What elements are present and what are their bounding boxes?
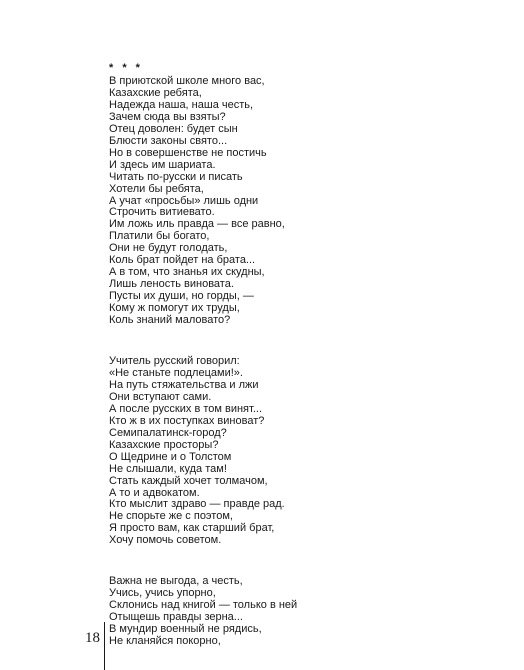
poem-line: Блюсти законы свято... [109, 134, 228, 147]
poem-line: А то и адвокатом. [109, 486, 200, 499]
stanza-spacer [109, 547, 439, 576]
poem-line: Не кланяйся покорно, [109, 635, 221, 648]
poem-line: Важна не выгода, а честь, [109, 575, 243, 588]
poem-line: Они не будут голодать, [109, 242, 228, 255]
poem-line: Учись, учись упорно, [109, 587, 216, 600]
page-number: 18 [85, 630, 100, 646]
poem-line: Учитель русский говорил: [109, 355, 240, 368]
poem-line: Хочу помочь советом. [109, 534, 222, 547]
poem-line: Не слышали, куда там! [109, 462, 227, 475]
poem-line: Но в совершенстве не постичь [109, 146, 267, 159]
poem-line: И здесь им шариата. [109, 158, 216, 171]
poem-line: В мундир военный не рядись, [109, 623, 262, 636]
poem-line: Платили бы богато, [109, 230, 210, 243]
poem-line: Склонись над книгой — только в ней [109, 599, 298, 612]
poem-line: Кто ж в их поступках виноват? [109, 414, 265, 427]
poem-line: А после русских в том винят... [109, 402, 263, 415]
poem-line: Кто мыслит здраво — правде рад. [109, 498, 285, 511]
poem-line: Им ложь иль правда — все равно, [109, 218, 285, 231]
poem-line: Отец доволен: будет сын [109, 122, 238, 135]
poem-line: Пусты их души, но горды, — [109, 290, 254, 303]
poem-line: Отыщешь правды зерна... [109, 611, 243, 624]
poem-line: Казахские ребята, [109, 86, 202, 99]
poem-line: Лишь леность виновата. [109, 278, 234, 291]
poem-line: Надежда наша, наша честь, [109, 98, 254, 111]
poem-line: А учат «просьбы» лишь одни [109, 194, 259, 207]
poem-line: «Не станьте подлецами!». [109, 366, 243, 379]
poem-line: Стать каждый хочет толмачом, [109, 474, 268, 487]
poem-line: А в том, что знанья их скудны, [109, 266, 265, 279]
poem-line: Не спорьте же с поэтом, [109, 510, 233, 523]
poem [109, 61, 439, 648]
stanza-1 [109, 76, 439, 327]
margin-rule [104, 622, 105, 670]
poem-line: Они вступают сами. [109, 390, 212, 403]
poem-line: Семипалатинск-город? [109, 426, 227, 439]
poem-line: В приютской школе много вас, [109, 75, 265, 87]
poem-line: Зачем сюда вы взяты? [109, 110, 226, 123]
poem-line: Казахские просторы? [109, 438, 219, 451]
poem-line: Коль знаний маловато? [109, 314, 231, 327]
poem-line: На путь стяжательства и лжи [109, 378, 259, 391]
poem-line: О Щедрине и о Толстом [109, 450, 232, 463]
stanza-2 [109, 356, 439, 547]
poem-line: Строчить витиевато. [109, 206, 215, 219]
poem-line: Я просто вам, как старший брат, [109, 522, 275, 535]
poem-line: Читать по-русски и писать [109, 170, 243, 183]
section-ornament: * * * [109, 62, 143, 74]
poem-line: Коль брат пойдет на брата... [109, 254, 256, 267]
poem-line: Кому ж помогут их труды, [109, 302, 240, 315]
stanza-spacer [109, 327, 439, 356]
stanza-3 [109, 576, 439, 648]
poem-line: Хотели бы ребята, [109, 182, 204, 195]
